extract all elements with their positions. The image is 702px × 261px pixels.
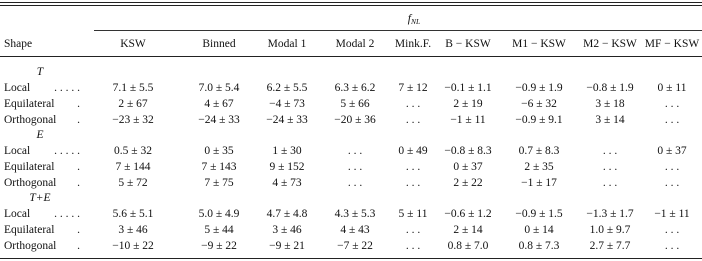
table-cell: . . . [664,161,680,173]
table-cell: 5 ± 11 [398,208,428,220]
table-cell: −1 ± 11 [450,114,486,126]
table-cell: 9 ± 152 [269,161,305,173]
row-leader-dots: . [77,240,80,252]
row-shape-label: Local [4,208,31,220]
table-cell: 4.7 ± 4.8 [266,208,308,220]
fnl-header: $f_{NL}$ [407,13,421,26]
row-shape-label: Local [4,145,31,157]
table-cell: −9 ± 21 [269,240,305,252]
shape-column-header: Shape [4,38,33,50]
table-cell: 5 ± 72 [118,177,148,189]
table-cell: 1.0 ± 9.7 [589,224,631,236]
table-cell: 7 ± 143 [201,161,237,173]
row-leader-dots: . [77,114,80,126]
table-cell: 7 ± 144 [115,161,151,173]
column-header: M1 − KSW [512,38,566,50]
table-cell: 3 ± 14 [595,114,625,126]
table-cell: . . . [602,177,618,189]
table-cell: . . . [664,114,680,126]
table-cell: −24 ± 33 [198,114,240,126]
table-cell: 7.0 ± 5.4 [198,82,240,94]
table-cell: 5.0 ± 4.9 [198,208,240,220]
table-cell: 7 ± 75 [204,177,234,189]
table-cell: 2 ± 35 [524,161,554,173]
table-cell: −20 ± 36 [334,114,376,126]
table-cell: 3 ± 46 [118,224,148,236]
column-header: Mink.F. [394,38,432,50]
table-cell: . . . [347,145,363,157]
section-title: T+E [29,192,51,204]
table-cell: −0.1 ± 1.1 [444,82,492,94]
section-title: E [36,129,44,141]
row-leader-dots: . . . . . [54,145,80,157]
table-cell: 6.2 ± 5.5 [266,82,308,94]
table-cell: 5 ± 66 [340,98,370,110]
table-cell: . . . [602,161,618,173]
table-cell: 4.3 ± 5.3 [334,208,376,220]
table-cell: 7.1 ± 5.5 [112,82,154,94]
table-cell: −0.9 ± 1.5 [515,208,563,220]
table-cell: 0 ± 49 [398,145,428,157]
table-cell: 2 ± 19 [453,98,483,110]
row-shape-label: Equilateral [4,161,55,173]
table-cell: 4 ± 73 [272,177,302,189]
table-cell: −6 ± 32 [521,98,557,110]
table-cell: 5 ± 44 [204,224,234,236]
table-cell: . . . [405,224,421,236]
row-shape-label: Orthogonal [4,177,57,189]
table-cell: 1 ± 30 [272,145,302,157]
column-header: Modal 2 [335,38,375,50]
column-header: M2 − KSW [583,38,637,50]
table-cell: −24 ± 33 [266,114,308,126]
table-cell: . . . [347,161,363,173]
table-cell: −10 ± 22 [112,240,154,252]
table-cell: −0.9 ± 1.9 [515,82,563,94]
table-cell: 4 ± 43 [340,224,370,236]
table-cell: 3 ± 18 [595,98,625,110]
table-cell: −0.8 ± 8.3 [444,145,492,157]
column-header: KSW [120,38,146,50]
table-cell: 0.8 ± 7.0 [447,240,489,252]
row-leader-dots: . [77,224,80,236]
table-cell: −0.9 ± 9.1 [515,114,563,126]
table-cell: 0 ± 37 [657,145,687,157]
table-cell: 2 ± 22 [453,177,483,189]
table-cell: . . . [405,240,421,252]
column-header: MF − KSW [644,38,700,50]
table-cell: −0.6 ± 1.2 [444,208,492,220]
top-rule-2 [0,5,702,6]
row-leader-dots: . . . . . [54,208,80,220]
table-cell: 0.7 ± 8.3 [518,145,560,157]
table-cell: 0 ± 35 [204,145,234,157]
row-leader-dots: . [77,98,80,110]
table-cell: 2 ± 67 [118,98,148,110]
table-cell: 0 ± 14 [524,224,554,236]
table-cell: −1.3 ± 1.7 [586,208,634,220]
column-header: Modal 1 [267,38,307,50]
row-shape-label: Equilateral [4,224,55,236]
row-leader-dots: . . . . . [54,82,80,94]
table-cell: . . . [405,114,421,126]
table-cell: −7 ± 22 [337,240,373,252]
table-cell: 6.3 ± 6.2 [334,82,376,94]
section-title: T [36,66,44,78]
table-cell: 5.6 ± 5.1 [112,208,154,220]
table-cell: . . . [347,177,363,189]
table-cell: 2.7 ± 7.7 [589,240,631,252]
table-cell: 4 ± 67 [204,98,234,110]
row-shape-label: Orthogonal [4,240,57,252]
table-cell: −23 ± 32 [112,114,154,126]
table-cell: . . . [602,145,618,157]
table-cell: −0.8 ± 1.9 [586,82,634,94]
table-cell: . . . [664,177,680,189]
fnl-underline [94,30,702,31]
column-header: B − KSW [445,38,491,50]
column-header: Binned [202,38,236,50]
table-cell: . . . [405,161,421,173]
table-cell: 0 ± 11 [657,82,687,94]
table-cell: 2 ± 14 [453,224,483,236]
table-cell: . . . [664,240,680,252]
table-cell: −1 ± 11 [654,208,690,220]
table-cell: 0.8 ± 7.3 [518,240,560,252]
table-cell: . . . [664,224,680,236]
row-leader-dots: . [77,161,80,173]
table-cell: −4 ± 73 [269,98,305,110]
table-cell: 7 ± 12 [398,82,428,94]
row-shape-label: Equilateral [4,98,55,110]
table-cell: . . . [664,98,680,110]
header-rule [0,56,702,57]
table-cell: 0 ± 37 [453,161,483,173]
table-cell: . . . [405,98,421,110]
top-rule-1 [0,2,702,3]
table-cell: 0.5 ± 32 [114,145,152,157]
row-shape-label: Orthogonal [4,114,57,126]
table-cell: . . . [405,177,421,189]
table-cell: −1 ± 17 [521,177,557,189]
bottom-rule [0,258,702,259]
row-leader-dots: . [77,177,80,189]
row-shape-label: Local [4,82,31,94]
table-cell: −9 ± 22 [201,240,237,252]
table-cell: 3 ± 46 [272,224,302,236]
